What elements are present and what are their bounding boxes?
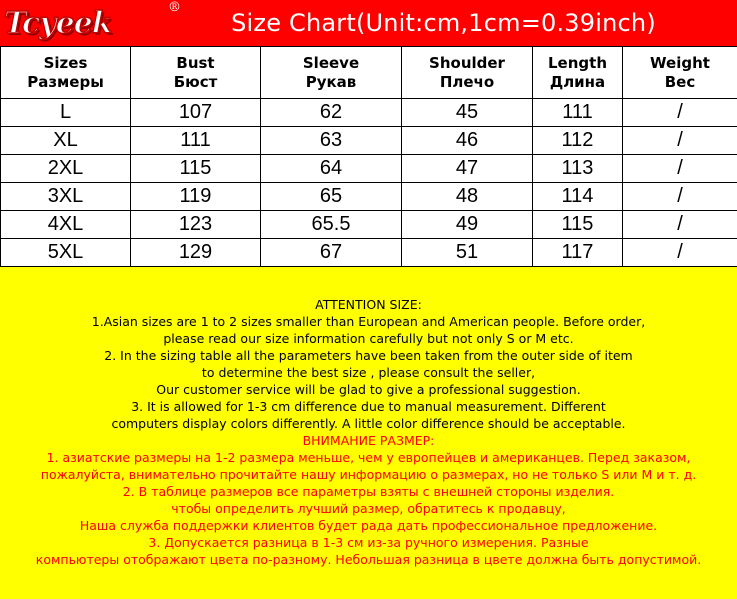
sleeve-cell: 65.5 xyxy=(261,211,402,239)
table-row xyxy=(1,183,737,211)
size-cell: 2XL xyxy=(1,155,131,183)
shoulder-cell: 51 xyxy=(402,239,533,267)
note-line-ru: чтобы определить лучший размер, обратитесь к продавцу, xyxy=(171,501,566,516)
sleeve-cell: 62 xyxy=(261,99,402,127)
bust-cell: 123 xyxy=(131,211,261,239)
column-header-bust: Bust Бюст xyxy=(131,47,261,99)
note-line-en: ATTENTION SIZE: xyxy=(315,297,422,312)
bust-cell: 111 xyxy=(131,127,261,155)
column-header-length: Length Длина xyxy=(533,47,623,99)
weight-cell: / xyxy=(623,99,737,127)
note-line-ru: 3. Допускается разница в 1-3 см из-за ручного измерения. Разные xyxy=(148,535,589,550)
title-bar xyxy=(0,0,737,46)
weight-cell: / xyxy=(623,211,737,239)
column-header-sizes: Sizes Размеры xyxy=(1,47,131,99)
attention-notes xyxy=(0,266,737,599)
sleeve-cell: 64 xyxy=(261,155,402,183)
note-line-ru: компьютеры отображают цвета по-разному. Небольшая разница в цвете должна быть допустимой. xyxy=(35,552,702,567)
note-line-en: 2. In the sizing table all the parameters have been taken from the outer side of item xyxy=(104,348,633,363)
sleeve-cell: 65 xyxy=(261,183,402,211)
column-header-weight: Weight Вес xyxy=(623,47,737,99)
shoulder-cell: 48 xyxy=(402,183,533,211)
length-cell: 111 xyxy=(533,99,623,127)
bust-cell: 115 xyxy=(131,155,261,183)
weight-cell: / xyxy=(623,155,737,183)
note-line-ru: 1. азиатские размеры на 1-2 размера меньше, чем у европейцев и американцев. Перед заказом, xyxy=(46,450,691,465)
shoulder-cell: 45 xyxy=(402,99,533,127)
length-cell: 114 xyxy=(533,183,623,211)
column-header-sleeve: Sleeve Рукав xyxy=(261,47,402,99)
note-line-ru: 2. В таблице размеров все параметры взяты с внешней стороны изделия. xyxy=(122,484,615,499)
table-row xyxy=(1,211,737,239)
note-line-ru: ВНИМАНИЕ РАЗМЕР: xyxy=(302,433,435,448)
bust-cell: 107 xyxy=(131,99,261,127)
chart-title: Size Chart(Unit:cm,1cm=0.39inch) xyxy=(231,9,656,37)
length-cell: 117 xyxy=(533,239,623,267)
shoulder-cell: 46 xyxy=(402,127,533,155)
note-line-en: Our customer service will be glad to give a professional suggestion. xyxy=(156,382,581,397)
size-cell: 5XL xyxy=(1,239,131,267)
table-row xyxy=(1,99,737,127)
note-line-en: computers display colors differently. A little color difference should be acceptable. xyxy=(111,416,626,431)
size-cell: L xyxy=(1,99,131,127)
note-line-ru: пожалуйста, внимательно прочитайте нашу информацию о размерах, но не только S или M и т. д. xyxy=(40,467,697,482)
note-line-en: please read our size information carefully but not only S or M etc. xyxy=(163,331,574,346)
size-cell: 3XL xyxy=(1,183,131,211)
note-line-en: to determine the best size , please consult the seller, xyxy=(201,365,536,380)
note-line-en: 3. It is allowed for 1-3 cm difference due to manual measurement. Different xyxy=(131,399,606,414)
size-table xyxy=(0,46,737,267)
size-cell: XL xyxy=(1,127,131,155)
column-header-shoulder: Shoulder Плечо xyxy=(402,47,533,99)
table-header-row xyxy=(1,47,737,99)
bust-cell: 119 xyxy=(131,183,261,211)
brand-logo-text: Tcyeek xyxy=(4,5,112,41)
weight-cell: / xyxy=(623,239,737,267)
length-cell: 113 xyxy=(533,155,623,183)
length-cell: 115 xyxy=(533,211,623,239)
registered-mark: ® xyxy=(168,0,180,15)
shoulder-cell: 47 xyxy=(402,155,533,183)
table-row xyxy=(1,239,737,267)
weight-cell: / xyxy=(623,183,737,211)
sleeve-cell: 67 xyxy=(261,239,402,267)
table-row xyxy=(1,155,737,183)
weight-cell: / xyxy=(623,127,737,155)
shoulder-cell: 49 xyxy=(402,211,533,239)
sleeve-cell: 63 xyxy=(261,127,402,155)
table-row xyxy=(1,127,737,155)
size-cell: 4XL xyxy=(1,211,131,239)
note-line-en: 1.Asian sizes are 1 to 2 sizes smaller than European and American people. Before order, xyxy=(91,314,646,329)
length-cell: 112 xyxy=(533,127,623,155)
note-line-ru: Наша служба поддержки клиентов будет рада дать профессиональное предложение. xyxy=(79,518,658,533)
bust-cell: 129 xyxy=(131,239,261,267)
brand-logo xyxy=(4,0,180,46)
